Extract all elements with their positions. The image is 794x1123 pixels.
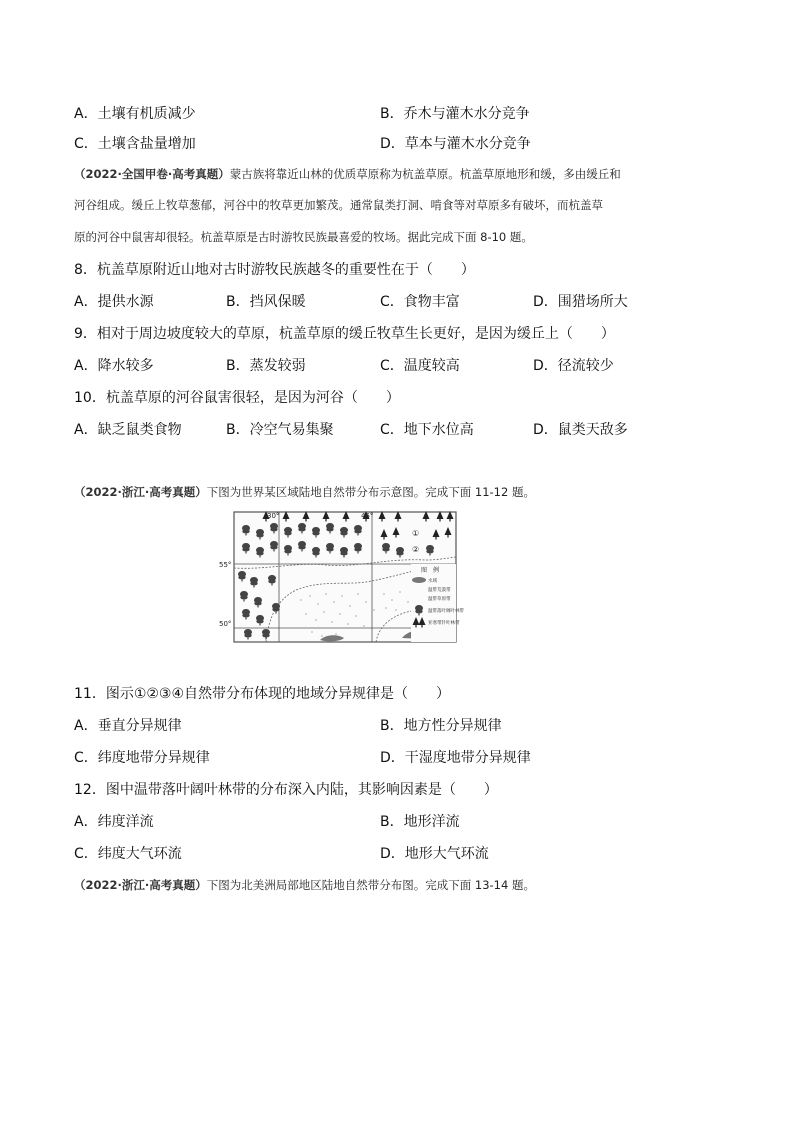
q7-option-a: A．土壤有机质减少 [74,106,196,122]
legend-box [411,564,456,642]
q8-option-d: D．围猎场所大 [533,294,628,310]
natural-zone-map [219,510,464,646]
q8-stem: 8．杭盖草原附近山地对古时游牧民族越冬的重要性在于（ ） [74,262,475,278]
passage3-text: 下图为北美洲局部地区陆地自然带分布图。完成下面 13-14 题。 [206,878,535,892]
q11-stem: 11．图示①②③④自然带分布体现的地域分异规律是（ ） [74,686,451,702]
q9-option-d: D．径流较少 [533,358,614,374]
passage1-text-1: 蒙古族将靠近山林的优质草原称为杭盖草原。杭盖草原地形和缓，多由缓丘和 [229,167,621,181]
passage3-source: （2022·浙江·高考真题） [74,878,207,892]
legend-item-desert: 温带荒漠带 [428,588,451,593]
q8-option-b: B．挡风保暖 [226,294,306,310]
q11-option-b: B．地方性分异规律 [380,718,502,734]
q11-option-d: D．干湿度地带分异规律 [380,750,531,766]
q9-option-a: A．降水较多 [74,358,154,374]
passage1-line2: 河谷组成。缓丘上牧草葱郁，河谷中的牧草更加繁茂。通常鼠类打洞、啃食等对草原多有破坏，而杭盖草 [74,198,603,212]
q7-option-c: C．土壤含盐量增加 [74,136,196,152]
passage3-line [74,876,535,894]
q12-option-c: C．纬度大气环流 [74,846,182,862]
lon-label-45: 45° [361,512,374,520]
q8-option-a: A．提供水源 [74,294,154,310]
q8-option-c: C．食物丰富 [380,294,460,310]
q12-option-a: A．纬度洋流 [74,814,154,830]
passage1-line3: 原的河谷中鼠害却很轻。杭盖草原是古时游牧民族最喜爱的牧场。据此完成下面 8-10 题。 [74,230,533,244]
q7-option-d: D．草本与灌木水分竞争 [380,136,531,152]
passage2-source: （2022·浙江·高考真题） [74,485,207,499]
zone-label-2: ② [412,545,420,554]
q7-option-b: B．乔木与灌木水分竞争 [380,106,530,122]
q10-option-c: C．地下水位高 [380,422,474,438]
legend-item-broadleaf: 温带落叶阔叶林带 [428,609,464,614]
lat-label-50: 50° [219,620,232,628]
q9-option-c: C．温度较高 [380,358,460,374]
lon-label-30: 30° [267,512,280,520]
passage2-text: 下图为世界某区域陆地自然带分布示意图。完成下面 11-12 题。 [206,485,535,499]
legend-item-water: 水域 [428,579,437,584]
q9-stem: 9．相对于周边坡度较大的草原，杭盖草原的缓丘牧草生长更好，是因为缓丘上（ ） [74,326,615,342]
q10-option-a: A．缺乏鼠类食物 [74,422,182,438]
q12-stem: 12．图中温带落叶阔叶林带的分布深入内陆，其影响因素是（ ） [74,782,498,798]
legend-title: 图 例 [421,567,440,574]
passage2-line [74,483,535,501]
q10-stem: 10．杭盖草原的河谷鼠害很轻，是因为河谷（ ） [74,390,400,406]
legend-item-steppe: 温带草原带 [428,597,451,602]
q12-option-b: B．地形洋流 [380,814,460,830]
q10-option-b: B．冷空气易集聚 [226,422,334,438]
passage1-source: （2022·全国甲卷·高考真题） [74,167,230,181]
passage1-line1 [74,165,621,183]
q11-option-a: A．垂直分异规律 [74,718,182,734]
q12-option-d: D．地形大气环流 [380,846,489,862]
q10-option-d: D．鼠类天敌多 [533,422,628,438]
legend-item-conifer: 亚寒带针叶林带 [428,621,460,626]
lat-label-55: 55° [219,561,232,569]
q9-option-b: B．蒸发较弱 [226,358,306,374]
legend-water-swatch [412,577,426,583]
zone-label-1: ① [412,529,420,538]
q11-option-c: C．纬度地带分异规律 [74,750,210,766]
